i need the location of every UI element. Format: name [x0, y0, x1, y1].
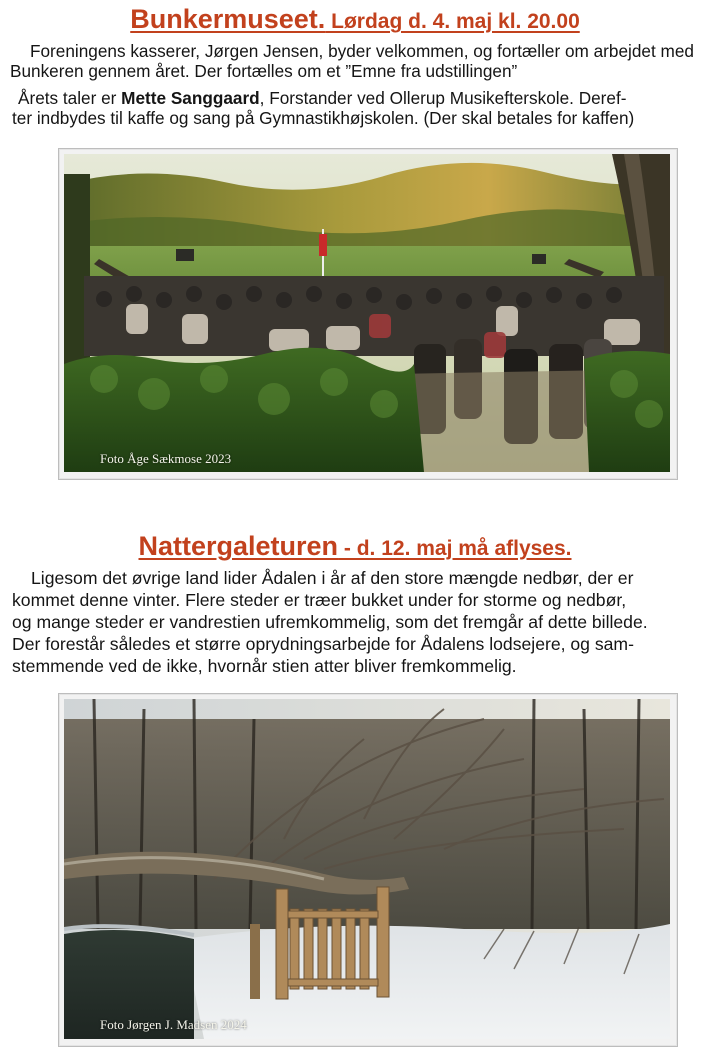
section1-speaker-line	[18, 88, 626, 108]
speaker-name: Mette Sanggaard	[121, 88, 260, 108]
section2-line-1: Ligesom det øvrige land lider Ådalen i år af den store mængde nedbør, der er	[31, 568, 634, 588]
photo-fallen-tree-path	[64, 699, 670, 1039]
section1-line-last: ter indbydes til kaffe og sang på Gymnastikhøjskolen. (Der skal betales for kaffen)	[12, 108, 635, 128]
photo2-credit: Foto Jørgen J. Madsen 2024	[100, 1017, 247, 1032]
section2-line-5: stemmende ved de ikke, hvornår stien atter bliver fremkommelig.	[12, 656, 517, 676]
section1-heading	[0, 4, 710, 35]
section1-title-rest: Lørdag d. 4. maj kl. 20.00	[325, 10, 580, 33]
speaker-suffix: , Forstander ved Ollerup Musikefterskole. Deref-	[259, 88, 627, 108]
section2-title-rest: - d. 12. maj må aflyses.	[338, 537, 572, 560]
speaker-prefix: Årets taler er	[18, 88, 122, 108]
section2-line-2: kommet denne vinter. Flere steder er træer bukket under for storme og nedbør,	[12, 590, 627, 610]
photo-bunker-ceremony	[64, 154, 670, 472]
section1-line-1: Foreningens kasserer, Jørgen Jensen, byder velkommen, og fortæller om arbejdet med	[30, 41, 694, 61]
section2-heading	[0, 531, 710, 562]
section1-line-2: Bunkeren gennem året. Der fortælles om et ”Emne fra udstillingen”	[10, 61, 518, 81]
photo1-credit: Foto Åge Sækmose 2023	[100, 451, 232, 466]
section2-title-main: Nattergaleturen	[138, 531, 339, 561]
section1-title-main: Bunkermuseet.	[130, 4, 326, 34]
section2-line-3: og mange steder er vandrestien ufremkommelig, som det fremgår af dette billede.	[12, 612, 648, 632]
section2-line-4: Der forestår således et større oprydningsarbejde for Ådalens lodsejere, og sam-	[12, 634, 634, 654]
